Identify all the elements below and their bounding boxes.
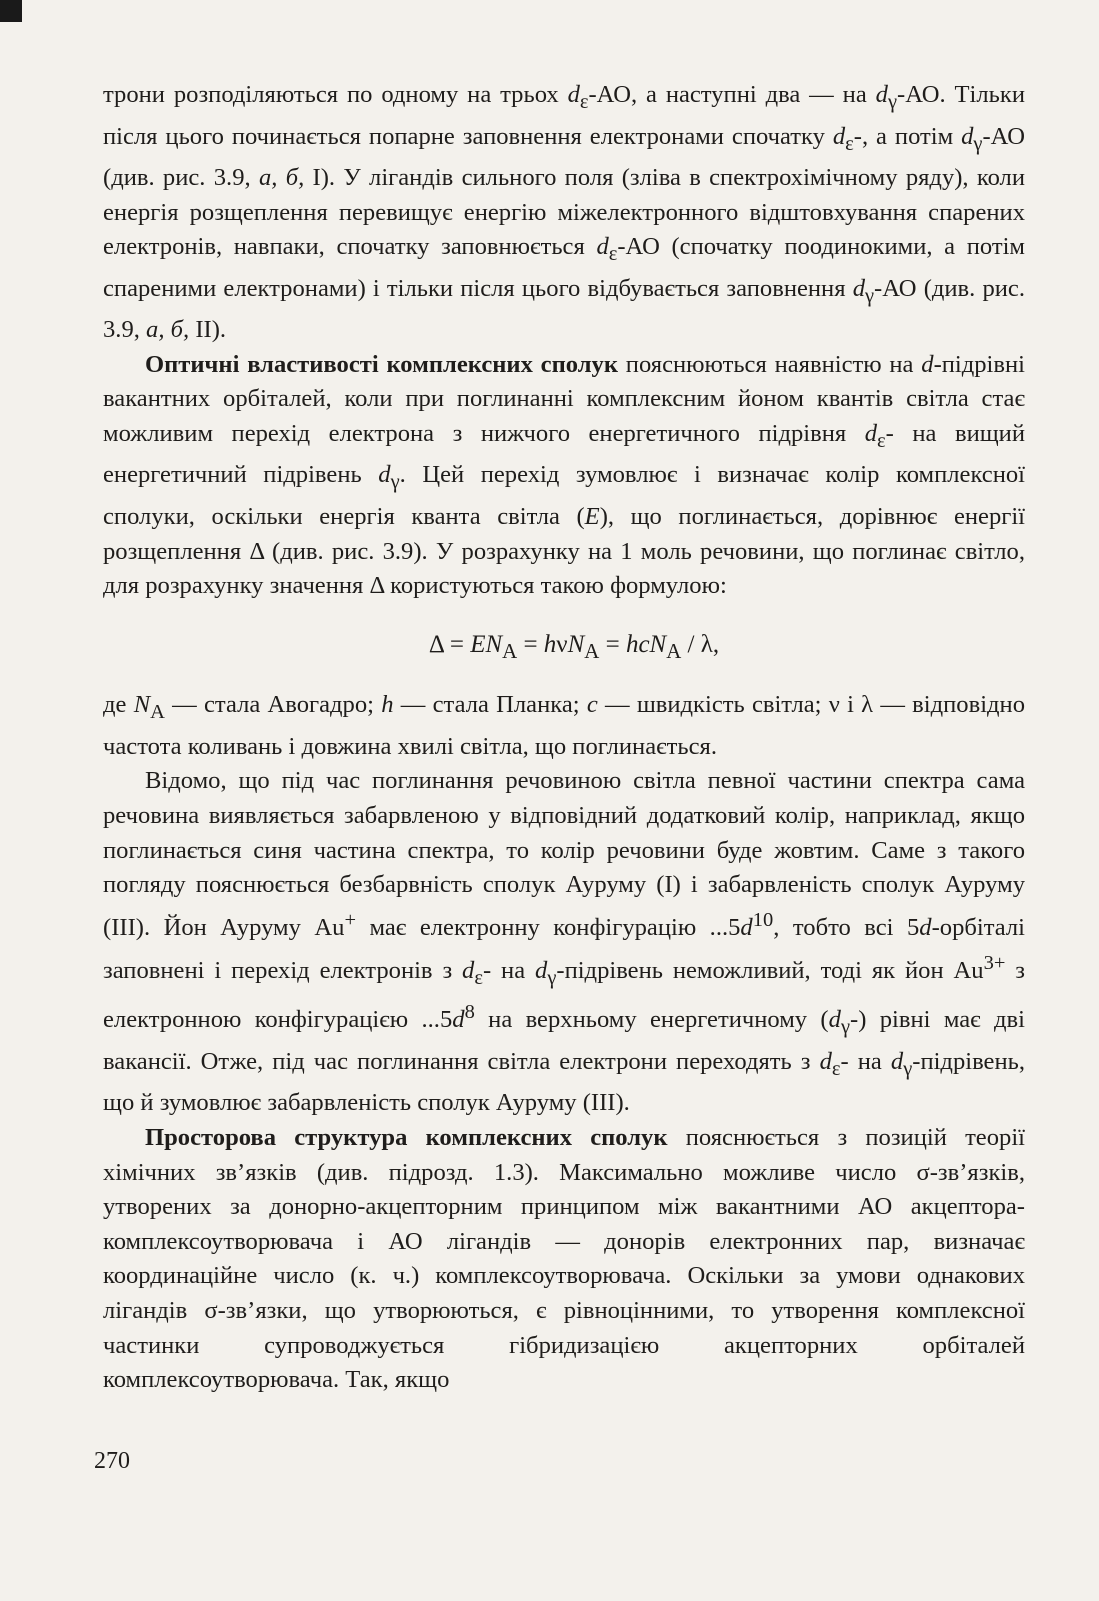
paragraph: Оптичні властивості комплексних сполук пояснюються наявністю на d-підрівні вакантних орбіталей, коли при поглинанні комплексним йоном квантів світла стає можливим перехід електрона з нижчого енергетичного підрівня $d_\varepsilon-$ на вищий енергетичний підрівень $d_\gamma$. Цей перехід зумовлює і визначає колір комплексної сполуки, оскільки енергія кванта світла (E), що поглинається, дорівнює енергії розщеплення Δ (див. рис. 3.9). У розрахунку на 1 моль речовини, що поглинає світло, для розрахунку значення Δ користуються такою формулою: <box>103 350 1025 600</box>
scan-corner-mark <box>0 0 22 22</box>
formula: $\Delta = EN_A = h\nu N_A = hcN_A / \lambda$, <box>428 630 720 663</box>
paragraph: Відомо, що під час поглинання речовиною світла певної частини спектра сама речовина виявляється забарвленою у відповідний додатковий колір, наприклад, якщо поглинається синя частина спектра, то колір речовини буде жовтим. Саме з такого погляду пояснюється безбарвність сполук Ауруму (І) і забарвленість сполук Ауруму (ІІІ). Йон Ауруму Au+ має електронну конфігурацію $...5d^{10}$, тобто всі 5d-орбіталі заповнені і перехід електронів з $d_\varepsilon-$ на $d_\gamma$-підрівень неможливий, тоді як йон $Au^{3+}$ з електронною конфігурацією $...5d^8$ на верхньому енергетичному $(d_\gamma-)$ рівні має дві вакансії. Отже, під час поглинання світла електрони переходять з $d_\varepsilon-$ на $d_\gamma$-підрівень, що й зумовлює забарвленість сполук Ауруму (ІІІ). <box>103 767 1025 1117</box>
paragraph: трони розподіляються по одному на трьох $d_\varepsilon-АО$, а наступні два — на $d_\gamma-АО$. Тільки після цього починається попарне заповнення електронами спочатку $d_\varepsilon-$, а потім $d_\gamma-АО$ (див. рис. 3.9, а, б, І). У лігандів сильного поля (зліва в спектрохімічному ряду), коли енергія розщеплення перевищує енергію міжелектронного відштовхування спарених електронів, навпаки, спочатку заповнюється $d_\varepsilon-АО$ (спочатку поодинокими, а потім спареними електронами) і тільки після цього відбувається заповнення $d_\gamma-АО$ (див. рис. 3.9, а, б, ІІ). <box>103 81 1025 344</box>
page-body <box>103 78 1025 1398</box>
paragraph: де $N_A$ — стала Авогадро; h — стала Планка; c — швидкість світла; ν і λ — відповідно частота коливань і довжина хвилі світла, що поглинається. <box>103 691 1025 760</box>
page-number: 270 <box>94 1448 130 1474</box>
paragraph: Просторова структура комплексних сполук пояснюється з позицій теорії хімічних зв’язків (див. підрозд. 1.3). Максимально можливе число σ-зв’язків, утворених за донорно-акцепторним принципом між вакантними АО акцептора-комплексоутворювача і АО лігандів — донорів електронних пар, визначає координаційне число (к. ч.) комплексоутворювача. Оскільки за умови однакових лігандів σ-зв’язки, що утворюються, є рівноцінними, то утворення комплексної частинки супроводжується гібридизацією акцепторних орбіталей комплексоутворювача. Так, якщо <box>103 1124 1025 1394</box>
